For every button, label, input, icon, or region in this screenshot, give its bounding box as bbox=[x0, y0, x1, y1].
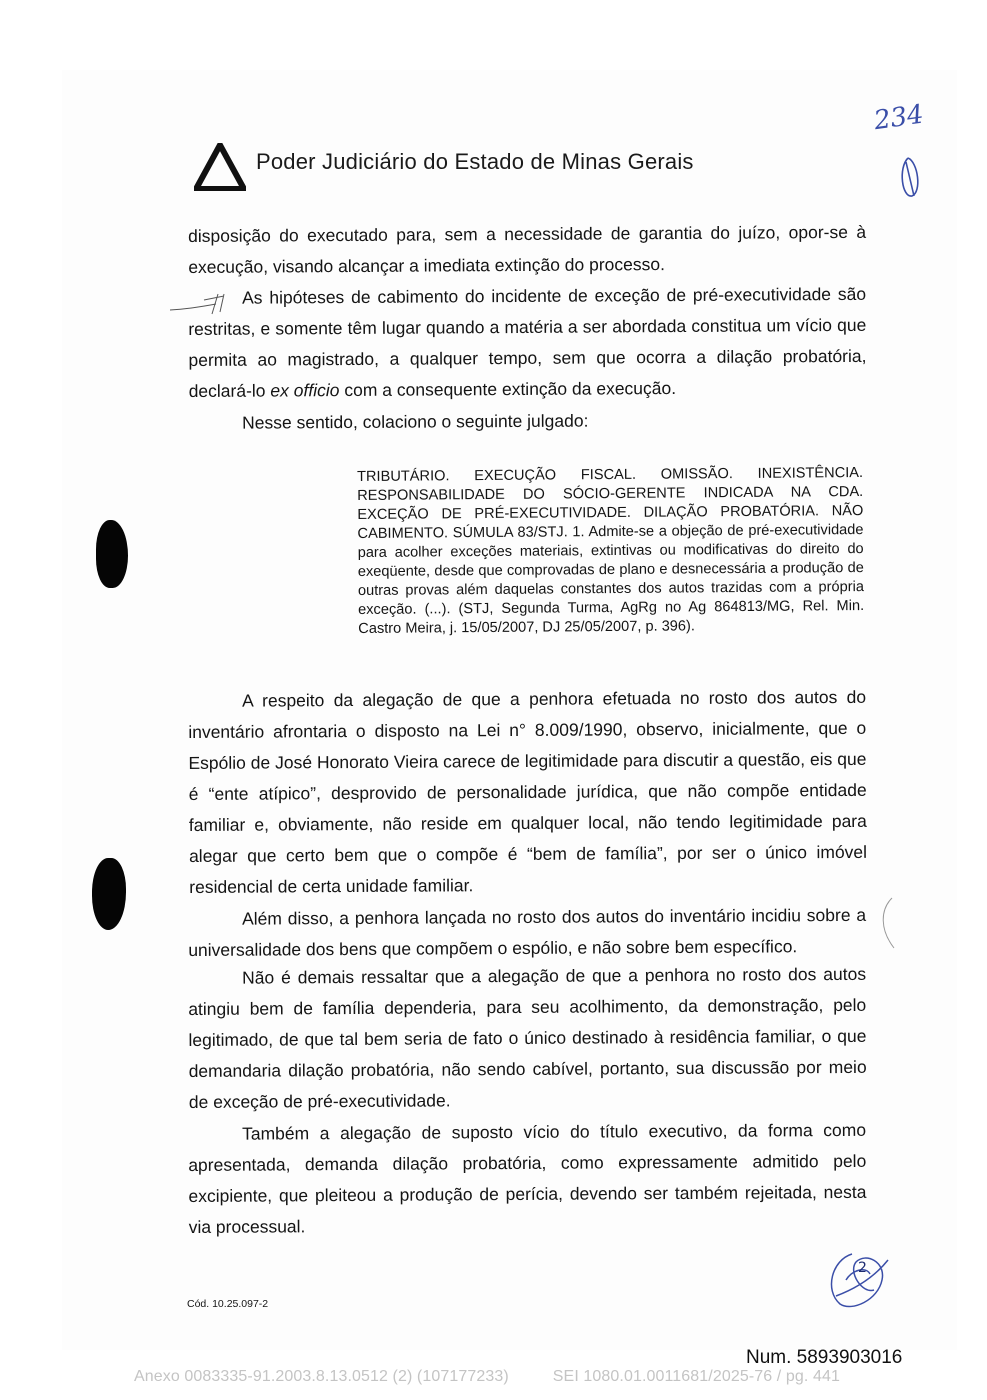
paragraph-4 bbox=[188, 682, 867, 903]
page-marker: 2 bbox=[858, 1260, 867, 1276]
paragraph-1 bbox=[188, 217, 866, 283]
paragraph-2-text-b: com a consequente extinção da execução. bbox=[344, 378, 677, 401]
tjmg-delta-logo-icon bbox=[194, 143, 246, 191]
paragraph-4-text: A respeito da alegação de que a penhora efetuada no rosto dos autos do inventário afrontaria o disposto na Lei n° 8.009/1990, observo, inicialmente, que o Espólio de José Honorato Vieira carece de legitimidade para discutir a questão, eis que é “ente atípico”, desprovido de personalidade jurídica, que não compõe entidade familiar e, obviamente, não reside em qualquer local, não tendo legitimidade para alegar que certo bem que o compõe é “bem de família”, por ser o único imóvel residencial de certa unidade familiar. bbox=[188, 686, 868, 897]
paragraph-7 bbox=[188, 1115, 867, 1243]
case-law-quote bbox=[357, 464, 864, 639]
quote-body: RESPONSABILIDADE DO SÓCIO-GERENTE INDICADA NA CDA. EXCEÇÃO DE PRÉ-EXECUTIVIDADE. DILAÇÃO PROBATÓRIA. NÃO CABIMENTO. SÚMULA 83/STJ. 1. Admite-se a objeção de pré-executividade para acolher exceções materiais, extintivas ou modificativas do direito do exeqüente, desde que comprovadas de plano e desnecessária a produção de outras provas além daquelas constantes dos autos trazidas com a própria exceção. (...). (STJ, Segunda Turma, AgRg no Ag 864813/MG, Rel. Min. Castro Meira, j. 15/05/2007, DJ 25/05/2007, p. 396). bbox=[357, 484, 865, 637]
paragraph-5-text: Além disso, a penhora lançada no rosto dos autos do inventário incidiu sobre a universalidade dos bens que compõem o espólio, e não sobre bem específico. bbox=[188, 904, 867, 960]
form-code: Cód. 10.25.097-2 bbox=[187, 1298, 269, 1310]
document-number: Num. 5893903016 bbox=[746, 1347, 903, 1368]
watermark-sei: SEI 1080.01.0011681/2025-76 / pg. 441 bbox=[552, 1368, 840, 1385]
paragraph-3 bbox=[188, 404, 866, 439]
watermark-annex: Anexo 0083335-91.2003.8.13.0512 (2) (107177233) bbox=[134, 1368, 509, 1385]
paragraph-1-text: disposição do executado para, sem a necessidade de garantia do juízo, opor-se à execução, visando alcançar a imediata extinção do processo. bbox=[188, 221, 867, 277]
annex-watermark bbox=[134, 1368, 840, 1386]
paragraph-6-text: Não é demais ressaltar que a alegação de que a penhora no rosto dos autos atingiu bem de família dependeria, para seu acolhimento, da demonstração, pelo legitimado, de que tal bem seria de fato o único destinado à residência familiar, o que demandaria dilação probatória, não sendo cabível, portanto, sua discussão por meio de exceção de pré-executividade. bbox=[188, 963, 867, 1112]
quote-heading-line: TRIBUTÁRIO. EXECUÇÃO FISCAL. OMISSÃO. INEXISTÊNCIA. bbox=[357, 465, 864, 485]
paragraph-7-text: Também a alegação de suposto vício do título executivo, da forma como apresentada, demanda dilação probatória, como expressamente admitido pelo excipiente, que pleiteou a produção de perícia, devendo ser também rejeitada, nesta via processual. bbox=[188, 1119, 867, 1237]
paragraph-6 bbox=[188, 959, 867, 1118]
paragraph-2-text-a: As hipóteses de cabimento do incidente de exceção de pré-executividade são restritas, e somente têm lugar quando a matéria a ser abordada constitua um vício que permita ao magistrado, a qualquer tempo, sem que ocorra a dilação probatória, declará-lo bbox=[188, 283, 867, 401]
rubric-signature-icon bbox=[822, 1250, 894, 1312]
paragraph-2 bbox=[188, 279, 867, 407]
margin-bracket-mark bbox=[876, 896, 898, 950]
court-header-title: Poder Judiciário do Estado de Minas Gerais bbox=[256, 149, 694, 174]
paragraph-5 bbox=[188, 900, 866, 966]
foliation-handwritten-mark bbox=[868, 88, 938, 208]
paragraph-2-italic: ex officio bbox=[270, 380, 340, 401]
foliation-number: 234 bbox=[872, 99, 926, 137]
redaction-blot-icon bbox=[96, 520, 128, 588]
paragraph-3-text: Nesse sentido, colaciono o seguinte julgado: bbox=[242, 410, 589, 433]
